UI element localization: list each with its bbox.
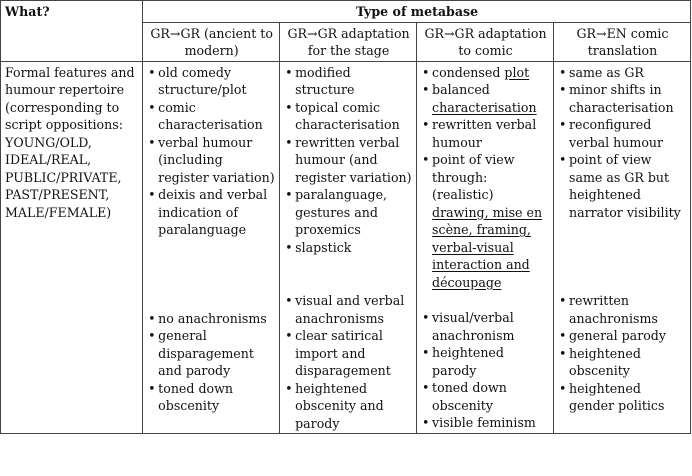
- list-item: • deixis and verbal indication of paralanguage: [147, 186, 276, 239]
- list-item: • same as GR: [558, 64, 687, 82]
- list-item: • paralanguage, gestures and proxemics: [284, 186, 413, 239]
- list-item: • clear satirical import and disparagement: [284, 327, 413, 380]
- list-item: • reconfigured verbal humour: [558, 116, 687, 151]
- list-item: • verbal humour (including register variation): [147, 134, 276, 187]
- column-header-comic-adaptation: GR→GR adaptation to comic: [417, 22, 554, 61]
- list-item: • modified structure: [284, 64, 413, 99]
- list-item: • visible feminism: [421, 414, 550, 432]
- column-header-comic-translation: GR→EN comic translation: [553, 22, 690, 61]
- list-item: • rewritten verbal humour: [421, 116, 550, 151]
- list-item: • balanced characterisation: [421, 81, 550, 116]
- list-item: • heightened obscenity: [558, 345, 687, 380]
- column-header-stage-adaptation: GR→GR adaptation for the stage: [280, 22, 417, 61]
- corner-header: What?: [1, 1, 143, 62]
- list-item: • toned down obscenity: [147, 380, 276, 415]
- list-item: • heightened obscenity and parody: [284, 380, 413, 433]
- list-item: • heightened parody: [421, 344, 550, 379]
- column-header-ancient-to-modern: GR→GR (ancient to modern): [143, 22, 280, 61]
- list-item: • point of view through: (realistic) drawing, mise en scène, framing, verbal-visual interaction and découpage: [421, 151, 550, 291]
- group-header: Type of metabase: [143, 1, 691, 23]
- list-item: • topical comic characterisation: [284, 99, 413, 134]
- cell-ancient-to-modern: [143, 61, 280, 434]
- cell-stage-adaptation: [280, 61, 417, 434]
- list-item: • visual/verbal anachronism: [421, 309, 550, 344]
- list-item: • no anachronisms: [147, 310, 276, 328]
- list-item: • general parody: [558, 327, 687, 345]
- list-item: • condensed plot: [421, 64, 550, 82]
- list-item: • slapstick: [284, 239, 413, 257]
- list-item: • point of view same as GR but heightened narrator visibility: [558, 151, 687, 221]
- row-label: Formal features and humour repertoire (corresponding to script oppositions: YOUNG/OLD, IDEAL/REAL, PUBLIC/PRIVATE, PAST/PRESENT, MALE/FEMALE): [1, 61, 143, 434]
- list-item: • old comedy structure/plot: [147, 64, 276, 99]
- list-item: • minor shifts in characterisation: [558, 81, 687, 116]
- list-item: • general disparagement and parody: [147, 327, 276, 380]
- list-item: • rewritten verbal humour (and register variation): [284, 134, 413, 187]
- list-item: • comic characterisation: [147, 99, 276, 134]
- cell-comic-adaptation: [417, 61, 554, 434]
- list-item: • visual and verbal anachronisms: [284, 292, 413, 327]
- list-item: • rewritten anachronisms: [558, 292, 687, 327]
- list-item: • toned down obscenity: [421, 379, 550, 414]
- cell-comic-translation: [553, 61, 690, 434]
- list-item: • heightened gender politics: [558, 380, 687, 415]
